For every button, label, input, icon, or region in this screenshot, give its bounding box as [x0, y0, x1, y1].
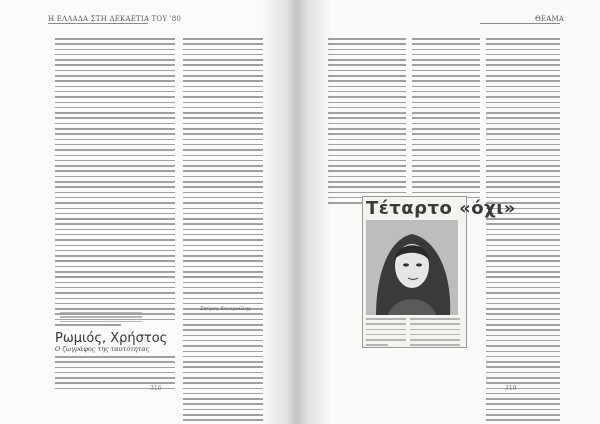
text-line	[183, 144, 263, 146]
text-line	[486, 102, 560, 104]
text-line	[328, 112, 406, 114]
text-line	[412, 176, 480, 178]
text-line	[55, 271, 175, 273]
clipping-headline: Τέταρτο «όχι»	[366, 198, 516, 219]
text-line	[55, 239, 175, 241]
text-line	[486, 419, 560, 421]
text-line	[486, 86, 560, 88]
text-line	[486, 276, 560, 278]
book-gutter	[262, 0, 332, 424]
text-line	[328, 38, 406, 40]
text-line	[486, 112, 560, 114]
text-line	[486, 409, 560, 411]
text-line	[486, 155, 560, 157]
text-line	[183, 351, 263, 353]
text-line	[55, 144, 175, 146]
text-line	[486, 234, 560, 236]
text-line	[410, 323, 460, 325]
text-line	[183, 234, 263, 236]
text-line	[55, 197, 175, 199]
text-line	[55, 165, 175, 167]
text-line	[55, 96, 175, 98]
text-line	[183, 128, 263, 130]
text-line	[55, 70, 175, 72]
text-line	[486, 366, 560, 368]
header-rule-left	[48, 23, 148, 24]
text-line	[55, 282, 175, 284]
text-line	[55, 218, 175, 220]
portrait-illustration	[366, 220, 458, 315]
text-line	[328, 128, 406, 130]
text-line	[486, 91, 560, 93]
text-line	[486, 133, 560, 135]
text-line	[55, 276, 175, 278]
text-line	[55, 356, 175, 358]
text-line	[55, 260, 175, 262]
text-line	[183, 80, 263, 82]
text-line	[183, 340, 263, 342]
text-line	[55, 202, 175, 204]
text-line	[412, 112, 480, 114]
text-line	[486, 345, 560, 347]
text-line	[55, 287, 175, 289]
text-line	[486, 388, 560, 390]
text-line	[183, 298, 263, 300]
text-line	[486, 245, 560, 247]
text-line	[183, 377, 263, 379]
left-page-column-1	[55, 38, 175, 329]
text-line	[412, 86, 480, 88]
text-line	[328, 91, 406, 93]
text-line	[486, 149, 560, 151]
text-line	[183, 271, 263, 273]
text-line	[55, 298, 175, 300]
text-line	[328, 54, 406, 56]
text-line	[328, 59, 406, 61]
text-line	[328, 80, 406, 82]
section-title: Ρωμιός, Χρήστος	[55, 331, 168, 346]
text-line	[486, 128, 560, 130]
text-line	[486, 313, 560, 315]
text-line	[328, 186, 406, 188]
text-line	[183, 276, 263, 278]
text-line	[55, 117, 175, 119]
text-line	[486, 340, 560, 342]
text-line	[183, 160, 263, 162]
text-line	[55, 292, 175, 294]
right-page-column-2	[412, 38, 480, 208]
text-line	[55, 208, 175, 210]
text-line	[328, 170, 406, 172]
text-line	[486, 170, 560, 172]
text-line	[328, 102, 406, 104]
text-line	[55, 250, 175, 252]
text-line	[55, 102, 175, 104]
text-line	[183, 192, 263, 194]
text-line	[412, 64, 480, 66]
text-line	[486, 382, 560, 384]
text-line	[183, 165, 263, 167]
section-subtitle: Ο ζωγράφος της ταυτότητας	[55, 345, 150, 353]
text-line	[55, 255, 175, 257]
text-line	[486, 250, 560, 252]
text-line	[486, 303, 560, 305]
text-line	[183, 91, 263, 93]
text-line	[486, 181, 560, 183]
text-line	[55, 382, 175, 384]
text-line	[55, 361, 175, 363]
text-line	[183, 218, 263, 220]
left-page-column-2	[183, 38, 263, 424]
text-line	[486, 64, 560, 66]
text-line	[55, 170, 175, 172]
text-line	[486, 361, 560, 363]
text-line	[328, 43, 406, 45]
text-line	[55, 128, 175, 130]
text-line	[183, 356, 263, 358]
text-line	[486, 229, 560, 231]
text-line	[486, 144, 560, 146]
text-line	[328, 139, 406, 141]
text-line	[55, 123, 175, 125]
text-line	[55, 234, 175, 236]
text-line	[412, 54, 480, 56]
text-line	[486, 176, 560, 178]
text-line	[366, 339, 406, 341]
text-line	[328, 96, 406, 98]
text-line	[55, 160, 175, 162]
text-line	[412, 149, 480, 151]
text-line	[412, 75, 480, 77]
text-line	[183, 303, 263, 305]
text-line	[183, 149, 263, 151]
text-line	[412, 43, 480, 45]
text-line	[183, 335, 263, 337]
page-number-right: 319	[505, 385, 517, 392]
text-line	[328, 64, 406, 66]
text-line	[412, 107, 480, 109]
text-line	[183, 372, 263, 374]
text-line	[486, 43, 560, 45]
text-line	[486, 38, 560, 40]
text-line	[410, 334, 460, 336]
text-line	[366, 329, 406, 331]
text-line	[412, 160, 480, 162]
text-line	[183, 202, 263, 204]
text-line	[410, 339, 460, 341]
text-line	[486, 377, 560, 379]
text-line	[412, 117, 480, 119]
text-line	[183, 398, 263, 400]
text-line	[183, 319, 263, 321]
text-line	[410, 329, 460, 331]
text-line	[328, 165, 406, 167]
text-line	[486, 117, 560, 119]
text-line	[183, 112, 263, 114]
text-line	[183, 366, 263, 368]
text-line	[55, 377, 175, 379]
text-line	[183, 382, 263, 384]
text-line	[366, 318, 406, 320]
portrait-photo	[366, 220, 458, 315]
text-line	[486, 223, 560, 225]
text-line	[328, 133, 406, 135]
text-line	[183, 393, 263, 395]
text-line	[183, 329, 263, 331]
text-line	[328, 144, 406, 146]
text-line	[183, 229, 263, 231]
text-line	[486, 107, 560, 109]
text-line	[183, 403, 263, 405]
text-line	[412, 123, 480, 125]
text-line	[183, 255, 263, 257]
text-line	[183, 208, 263, 210]
text-line	[486, 160, 560, 162]
text-line	[183, 324, 263, 326]
text-line	[183, 96, 263, 98]
text-line	[486, 298, 560, 300]
text-line	[486, 292, 560, 294]
text-line	[55, 59, 175, 61]
text-line	[486, 398, 560, 400]
text-line	[328, 155, 406, 157]
text-line	[55, 38, 175, 40]
running-head-right: ΘΕΑΜΑ	[535, 15, 565, 23]
text-line	[366, 334, 406, 336]
text-line	[183, 59, 263, 61]
text-line	[412, 80, 480, 82]
text-line	[412, 70, 480, 72]
text-line	[183, 170, 263, 172]
text-line	[412, 144, 480, 146]
text-line	[412, 181, 480, 183]
text-line	[183, 102, 263, 104]
text-line	[183, 64, 263, 66]
text-line	[55, 107, 175, 109]
text-line	[412, 165, 480, 167]
text-line	[328, 160, 406, 162]
text-line	[183, 388, 263, 390]
text-line	[55, 91, 175, 93]
text-line	[412, 186, 480, 188]
header-rule-right	[480, 23, 560, 24]
text-line	[60, 312, 142, 313]
text-line	[183, 414, 263, 416]
text-line	[183, 75, 263, 77]
text-line	[183, 70, 263, 72]
text-line	[183, 139, 263, 141]
text-line	[55, 308, 175, 310]
text-line	[412, 59, 480, 61]
text-line	[183, 123, 263, 125]
text-line	[328, 70, 406, 72]
text-line	[486, 186, 560, 188]
text-line	[55, 149, 175, 151]
text-line	[55, 223, 175, 225]
text-line	[486, 59, 560, 61]
text-line	[486, 372, 560, 374]
text-line	[55, 49, 175, 51]
text-line	[412, 192, 480, 194]
text-line	[412, 133, 480, 135]
text-line	[55, 43, 175, 45]
text-line	[486, 54, 560, 56]
text-line	[410, 318, 460, 320]
text-line	[486, 192, 560, 194]
text-line	[486, 139, 560, 141]
page-number-left: 316	[150, 385, 162, 392]
text-line	[183, 287, 263, 289]
text-line	[183, 155, 263, 157]
text-line	[412, 139, 480, 141]
text-line	[328, 49, 406, 51]
bibliography-note	[60, 312, 142, 330]
text-line	[183, 223, 263, 225]
text-line	[55, 112, 175, 114]
text-line	[183, 176, 263, 178]
text-line	[183, 38, 263, 40]
text-line	[183, 54, 263, 56]
text-line	[486, 335, 560, 337]
text-line	[486, 393, 560, 395]
text-line	[486, 266, 560, 268]
text-line	[183, 86, 263, 88]
text-line	[183, 181, 263, 183]
text-line	[486, 165, 560, 167]
text-line	[486, 356, 560, 358]
text-line	[486, 80, 560, 82]
text-line	[486, 319, 560, 321]
text-line	[183, 213, 263, 215]
text-line	[183, 282, 263, 284]
text-line	[328, 181, 406, 183]
text-line	[183, 250, 263, 252]
text-line	[183, 345, 263, 347]
text-line	[486, 403, 560, 405]
text-line	[183, 186, 263, 188]
text-line	[55, 75, 175, 77]
text-line	[486, 271, 560, 273]
text-line	[55, 139, 175, 141]
text-line	[328, 117, 406, 119]
text-line	[328, 176, 406, 178]
text-line	[412, 128, 480, 130]
text-line	[183, 107, 263, 109]
text-line	[412, 38, 480, 40]
text-line	[486, 324, 560, 326]
text-line	[55, 181, 175, 183]
text-line	[55, 155, 175, 157]
text-line	[412, 155, 480, 157]
text-line	[183, 409, 263, 411]
text-line	[183, 197, 263, 199]
right-page-column-1	[328, 38, 406, 208]
text-line	[486, 414, 560, 416]
text-line	[486, 96, 560, 98]
text-line	[486, 329, 560, 331]
text-line	[328, 149, 406, 151]
text-line	[486, 239, 560, 241]
text-line	[486, 282, 560, 284]
text-line	[328, 75, 406, 77]
text-line	[55, 186, 175, 188]
text-line	[55, 245, 175, 247]
text-line	[183, 239, 263, 241]
text-line	[55, 86, 175, 88]
right-page-column-3	[486, 38, 560, 424]
text-line	[55, 303, 175, 305]
running-head-left: Η ΕΛΛΑΔΑ ΣΤΗ ΔΕΚΑΕΤΙΑ ΤΟΥ '80	[48, 15, 182, 23]
text-line	[412, 170, 480, 172]
text-line	[55, 54, 175, 56]
text-line	[55, 192, 175, 194]
text-line	[486, 75, 560, 77]
text-line	[486, 287, 560, 289]
text-line	[55, 372, 175, 374]
text-line	[328, 123, 406, 125]
text-line	[486, 260, 560, 262]
text-line	[486, 308, 560, 310]
text-line	[55, 229, 175, 231]
text-line	[486, 351, 560, 353]
text-line	[328, 107, 406, 109]
text-line	[328, 192, 406, 194]
text-line	[60, 321, 142, 322]
text-line	[412, 91, 480, 93]
text-line	[183, 292, 263, 294]
text-line	[55, 266, 175, 268]
text-line	[55, 367, 175, 369]
text-line	[183, 133, 263, 135]
text-line	[328, 86, 406, 88]
text-line	[60, 325, 105, 326]
text-line	[183, 245, 263, 247]
text-line	[183, 313, 263, 315]
text-line	[412, 96, 480, 98]
text-line	[183, 361, 263, 363]
text-line	[183, 260, 263, 262]
text-line	[412, 102, 480, 104]
text-line	[60, 316, 142, 317]
text-line	[410, 344, 460, 346]
text-line	[55, 176, 175, 178]
text-line	[55, 80, 175, 82]
text-line	[486, 49, 560, 51]
text-line	[183, 266, 263, 268]
text-line	[486, 255, 560, 257]
clipping-caption	[410, 318, 460, 350]
text-line	[486, 123, 560, 125]
text-line	[183, 117, 263, 119]
text-line	[55, 213, 175, 215]
article-signature: Σπύρος Κουτρούλης	[200, 306, 251, 312]
text-line	[366, 323, 406, 325]
clipping-text	[366, 318, 406, 350]
text-line	[412, 49, 480, 51]
text-line	[183, 43, 263, 45]
text-line	[183, 419, 263, 421]
text-line	[55, 64, 175, 66]
text-line	[183, 49, 263, 51]
text-line	[366, 344, 388, 346]
text-line	[55, 133, 175, 135]
text-line	[486, 70, 560, 72]
